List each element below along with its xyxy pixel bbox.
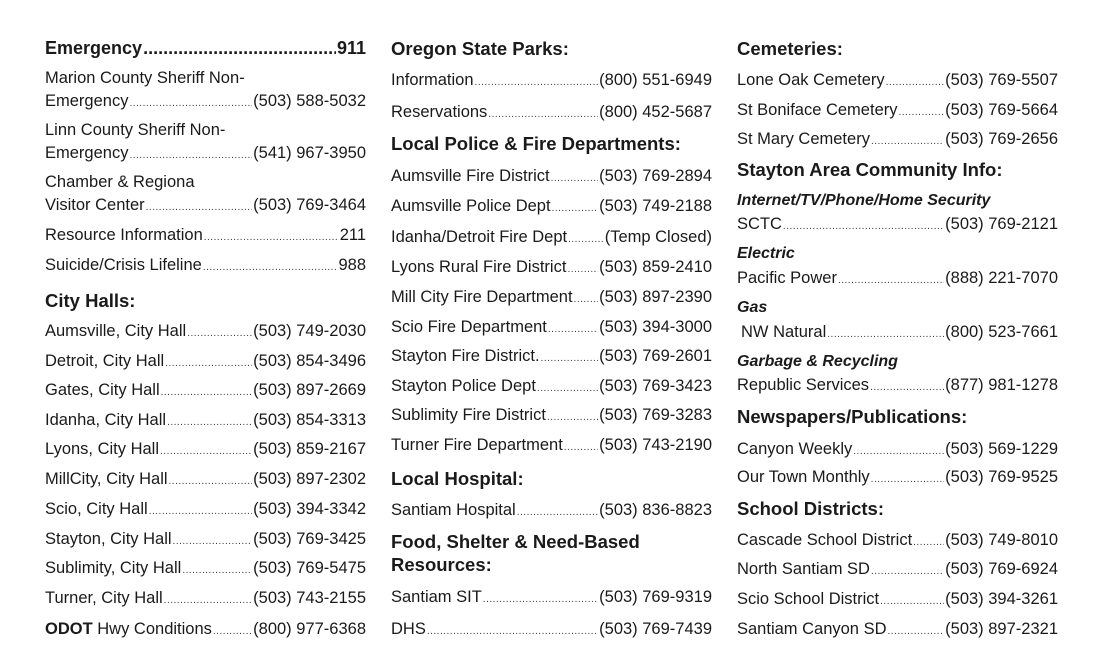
section-heading-newspapers: Newspapers/Publications: bbox=[737, 406, 968, 427]
entry-number: (503) 569-1229 bbox=[945, 440, 1058, 458]
entry-label: Scio School District bbox=[737, 590, 880, 608]
entry-number: (503) 769-7439 bbox=[599, 620, 712, 638]
entry-number: (800) 551-6949 bbox=[599, 71, 712, 89]
directory-entry bbox=[391, 226, 712, 248]
entry-label: Stayton, City Hall bbox=[45, 530, 172, 548]
heading-line-2: Resources: bbox=[391, 554, 492, 575]
directory-entry bbox=[737, 128, 1058, 150]
entry-label: Santiam Canyon SD bbox=[737, 620, 887, 638]
entry-number: 911 bbox=[336, 38, 366, 58]
section-heading-police-fire: Local Police & Fire Departments: bbox=[391, 133, 681, 154]
entry-label: Resource Information bbox=[45, 226, 203, 244]
entry-label: Lyons Rural Fire District bbox=[391, 258, 567, 276]
directory-entry bbox=[391, 165, 712, 187]
entry-label: Gates, City Hall bbox=[45, 381, 160, 399]
entry-label: DHS bbox=[391, 620, 426, 638]
entry-label: Scio Fire Department bbox=[391, 318, 547, 336]
directory-entry bbox=[391, 499, 712, 521]
entry-number: (503) 769-9525 bbox=[945, 468, 1058, 486]
directory-entry bbox=[737, 374, 1058, 396]
entry-number: (503) 743-2155 bbox=[253, 589, 366, 607]
directory-entry bbox=[737, 558, 1058, 580]
directory-entry bbox=[737, 438, 1058, 460]
entry-label: Aumsville, City Hall bbox=[45, 322, 187, 340]
subheading-electric: Electric bbox=[737, 245, 795, 262]
section-heading-food bbox=[391, 530, 640, 576]
directory-entry bbox=[391, 316, 712, 338]
entry-label: Canyon Weekly bbox=[737, 440, 853, 458]
entry-number: (800) 452-5687 bbox=[599, 103, 712, 121]
entry-number: (503) 394-3342 bbox=[253, 500, 366, 518]
entry-label: Emergency bbox=[45, 144, 129, 162]
entry-label: SCTC bbox=[737, 215, 782, 233]
entry-label: MillCity, City Hall bbox=[45, 470, 168, 488]
section-heading-community: Stayton Area Community Info: bbox=[737, 159, 1003, 180]
entry-label: Sublimity, City Hall bbox=[45, 559, 182, 577]
entry-number: (503) 588-5032 bbox=[253, 92, 366, 110]
entry-number: (877) 981-1278 bbox=[945, 376, 1058, 394]
section-heading-cemeteries: Cemeteries: bbox=[737, 38, 843, 59]
entry-label-line1: Chamber & Regiona bbox=[45, 173, 195, 191]
entry-number: (503) 394-3000 bbox=[599, 318, 712, 336]
entry-label: Idanha/Detroit Fire Dept bbox=[391, 228, 568, 246]
entry-number: (503) 749-8010 bbox=[945, 531, 1058, 549]
directory-entry bbox=[45, 409, 366, 431]
entry-number: (503) 769-5664 bbox=[945, 101, 1058, 119]
entry-number: (503) 897-2302 bbox=[253, 470, 366, 488]
entry-label: Santiam SIT bbox=[391, 588, 482, 606]
entry-number: (503) 854-3313 bbox=[253, 411, 366, 429]
entry-label: Lyons, City Hall bbox=[45, 440, 160, 458]
directory-entry bbox=[737, 213, 1058, 235]
entry-number: (503) 836-8823 bbox=[599, 501, 712, 519]
entry-label: Stayton Police Dept bbox=[391, 377, 536, 395]
entry-label: Republic Services bbox=[737, 376, 870, 394]
directory-entry bbox=[45, 587, 366, 609]
entry-number: (503) 897-2669 bbox=[253, 381, 366, 399]
entry-number: (503) 769-3425 bbox=[253, 530, 366, 548]
directory-entry bbox=[737, 321, 1058, 343]
directory-entry bbox=[45, 254, 366, 276]
directory-entry bbox=[737, 69, 1058, 91]
entry-label: Pacific Power bbox=[737, 269, 837, 287]
directory-entry bbox=[391, 586, 712, 608]
directory-entry bbox=[45, 90, 366, 112]
entry-number: (503) 769-9319 bbox=[599, 588, 712, 606]
entry-label: Suicide/Crisis Lifeline bbox=[45, 256, 202, 274]
entry-number: (800) 523-7661 bbox=[945, 323, 1058, 341]
entry-number: (503) 769-5507 bbox=[945, 71, 1058, 89]
directory-entry bbox=[391, 195, 712, 217]
entry-label: Sublimity Fire District bbox=[391, 406, 546, 424]
directory-entry bbox=[737, 588, 1058, 610]
entry-label: Aumsville Fire District bbox=[391, 167, 550, 185]
directory-entry bbox=[737, 99, 1058, 121]
directory-entry bbox=[45, 194, 366, 216]
subheading-gas: Gas bbox=[737, 299, 768, 316]
entry-number: (503) 749-2030 bbox=[253, 322, 366, 340]
entry-number: (503) 769-3423 bbox=[599, 377, 712, 395]
directory-entry bbox=[391, 286, 712, 308]
entry-label: Turner, City Hall bbox=[45, 589, 163, 607]
directory-entry bbox=[391, 618, 712, 640]
entry-label-line1: Marion County Sheriff Non- bbox=[45, 69, 245, 87]
section-heading-parks: Oregon State Parks: bbox=[391, 38, 569, 59]
entry-label: Idanha, City Hall bbox=[45, 411, 167, 429]
subheading-garbage: Garbage & Recycling bbox=[737, 353, 898, 370]
directory-entry bbox=[391, 101, 712, 123]
entry-label: Hwy Conditions bbox=[97, 620, 212, 638]
entry-label: North Santiam SD bbox=[737, 560, 870, 578]
subheading-internet: Internet/TV/Phone/Home Security bbox=[737, 192, 991, 209]
directory-entry bbox=[45, 438, 366, 460]
directory-entry bbox=[737, 466, 1058, 488]
directory-entry bbox=[737, 267, 1058, 289]
entry-number: (503) 769-2121 bbox=[945, 215, 1058, 233]
entry-number: (503) 859-2167 bbox=[253, 440, 366, 458]
entry-number: (503) 854-3496 bbox=[253, 352, 366, 370]
directory-entry bbox=[391, 69, 712, 91]
entry-number: (503) 769-3283 bbox=[599, 406, 712, 424]
section-heading-schools: School Districts: bbox=[737, 498, 884, 519]
directory-entry bbox=[391, 256, 712, 278]
entry-label: St Boniface Cemetery bbox=[737, 101, 898, 119]
entry-number: (503) 897-2321 bbox=[945, 620, 1058, 638]
entry-label: Stayton Fire District. bbox=[391, 347, 540, 365]
entry-label: Visitor Center bbox=[45, 196, 145, 214]
directory-entry bbox=[391, 345, 712, 367]
heading-line-1: Food, Shelter & Need-Based bbox=[391, 531, 640, 552]
entry-label: Cascade School District bbox=[737, 531, 913, 549]
entry-label: Emergency bbox=[45, 92, 129, 110]
entry-number: (503) 769-6924 bbox=[945, 560, 1058, 578]
entry-number: (503) 749-2188 bbox=[599, 197, 712, 215]
directory-entry bbox=[45, 379, 366, 401]
section-heading-hospital: Local Hospital: bbox=[391, 468, 524, 489]
entry-label: St Mary Cemetery bbox=[737, 130, 870, 148]
entry-number: 211 bbox=[339, 226, 366, 244]
entry-label: Our Town Monthly bbox=[737, 468, 870, 486]
directory-entry bbox=[45, 224, 366, 246]
directory-entry bbox=[45, 320, 366, 342]
directory-entry bbox=[45, 528, 366, 550]
entry-number: (800) 977-6368 bbox=[253, 620, 366, 638]
directory-entry bbox=[737, 529, 1058, 551]
entry-label: Lone Oak Cemetery bbox=[737, 71, 885, 89]
entry-number: (503) 859-2410 bbox=[599, 258, 712, 276]
entry-number: (503) 897-2390 bbox=[599, 288, 712, 306]
section-heading-city-halls: City Halls: bbox=[45, 290, 136, 311]
entry-label: Scio, City Hall bbox=[45, 500, 148, 518]
odot-label: ODOT bbox=[45, 620, 93, 638]
entry-number: (Temp Closed) bbox=[604, 228, 712, 246]
entry-label: NW Natural bbox=[741, 323, 827, 341]
entry-number: (503) 769-2656 bbox=[945, 130, 1058, 148]
entry-label: Santiam Hospital bbox=[391, 501, 516, 519]
entry-label: Emergency bbox=[45, 38, 143, 58]
entry-number: (503) 769-3464 bbox=[253, 196, 366, 214]
entry-label: Aumsville Police Dept bbox=[391, 197, 551, 215]
directory-entry bbox=[391, 375, 712, 397]
directory-entry bbox=[45, 498, 366, 520]
entry-number: (503) 743-2190 bbox=[599, 436, 712, 454]
entry-number: (503) 769-2894 bbox=[599, 167, 712, 185]
entry-number: (503) 769-5475 bbox=[253, 559, 366, 577]
directory-entry bbox=[45, 468, 366, 490]
entry-label: Detroit, City Hall bbox=[45, 352, 165, 370]
directory-entry bbox=[391, 434, 712, 456]
directory-entry bbox=[391, 404, 712, 426]
emergency-row bbox=[45, 37, 366, 59]
entry-number: (888) 221-7070 bbox=[945, 269, 1058, 287]
entry-label: Information bbox=[391, 71, 474, 89]
entry-label: Turner Fire Department bbox=[391, 436, 563, 454]
odot-entry bbox=[45, 618, 366, 640]
entry-number: (503) 769-2601 bbox=[599, 347, 712, 365]
entry-label: Reservations bbox=[391, 103, 488, 121]
entry-label: Mill City Fire Department bbox=[391, 288, 573, 306]
entry-number: (503) 394-3261 bbox=[945, 590, 1058, 608]
directory-entry bbox=[45, 350, 366, 372]
entry-number: 988 bbox=[338, 256, 366, 274]
directory-entry bbox=[45, 142, 366, 164]
directory-entry bbox=[737, 618, 1058, 640]
directory-entry bbox=[45, 557, 366, 579]
entry-number: (541) 967-3950 bbox=[253, 144, 366, 162]
entry-label-line1: Linn County Sheriff Non- bbox=[45, 121, 226, 139]
